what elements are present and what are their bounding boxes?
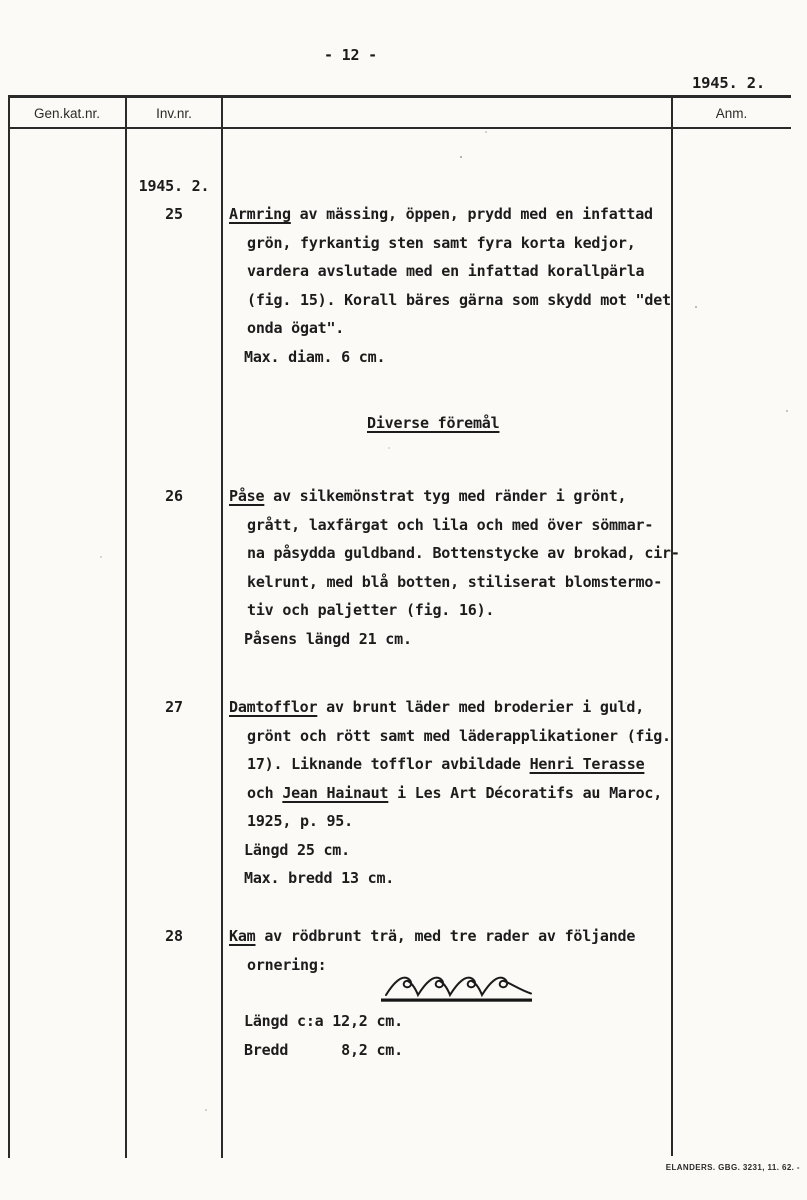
table-border-left bbox=[8, 95, 10, 1158]
printer-mark: ELANDERS. GBG. 3231, 11. 62. - bbox=[665, 1163, 800, 1172]
entry-26-line-1-rest: av silkemönstrat tyg med ränder i grönt, bbox=[264, 487, 627, 505]
entry-26-line-2: grått, laxfärgat och lila och med över sömmar- bbox=[247, 515, 654, 534]
entry-28-line-1 bbox=[229, 922, 704, 951]
entry-27 bbox=[229, 693, 704, 893]
entry-27-line-3 bbox=[229, 750, 704, 779]
entry-27-measurement-1: Längd 25 cm. bbox=[244, 840, 350, 859]
entry-28-measurements bbox=[229, 1007, 704, 1064]
column-divider-inv-main bbox=[221, 95, 223, 1158]
entry-26 bbox=[229, 482, 704, 653]
entry-27-line-4 bbox=[229, 779, 704, 808]
entry-25-line-2: grön, fyrkantig sten samt fyra korta kedjor, bbox=[247, 233, 636, 252]
entry-27-ref-henri-terasse: Henri Terasse bbox=[529, 755, 645, 773]
entry-25-measurement-1: Max. diam. 6 cm. bbox=[244, 347, 386, 366]
entry-25-line-3: vardera avslutade med en infattad korallpärla bbox=[247, 262, 645, 280]
column-header-gen-kat-nr: Gen.kat.nr. bbox=[33, 106, 101, 121]
group-year-label: 1945. 2. bbox=[138, 177, 210, 195]
year-label-top-right: 1945. 2. bbox=[692, 74, 766, 92]
scan-specks bbox=[0, 0, 2, 2]
entry-27-measurement-2: Max. bredd 13 cm. bbox=[244, 869, 395, 887]
entry-28-term: Kam bbox=[229, 927, 256, 945]
entry-25-line-1 bbox=[229, 200, 704, 229]
entry-25-line-5: onda ögat". bbox=[247, 319, 345, 337]
entry-25-line-4: (fig. 15). Korall bäres gärna som skydd mot "det bbox=[247, 290, 671, 309]
entry-27-line-1-rest: av brunt läder med broderier i guld, bbox=[317, 698, 645, 716]
entry-27-line-4-pre: och bbox=[247, 783, 283, 802]
entry-27-line-4-post: i Les Art Décoratifs au Maroc, bbox=[388, 783, 663, 802]
entry-27-ref-jean-hainaut: Jean Hainaut bbox=[282, 783, 389, 802]
inv-nr-26: 26 bbox=[165, 487, 183, 505]
entry-27-line-3-text: 17). Liknande tofflor avbildade bbox=[247, 755, 530, 773]
entry-25-term: Armring bbox=[229, 205, 291, 223]
entry-28-measurement-1: Längd c:a 12,2 cm. bbox=[244, 1012, 403, 1030]
inv-nr-25: 25 bbox=[165, 205, 183, 223]
entry-28-measurement-2: Bredd 8,2 cm. bbox=[244, 1040, 403, 1059]
entry-26-line-5: tiv och paljetter (fig. 16). bbox=[247, 601, 495, 619]
page-number: - 12 - bbox=[324, 46, 377, 64]
entry-27-line-5: 1925, p. 95. bbox=[247, 812, 353, 830]
wave-ornament bbox=[380, 970, 535, 1004]
entry-28-line-2: ornering: bbox=[247, 955, 327, 974]
inv-nr-27: 27 bbox=[165, 698, 183, 716]
entry-26-line-1 bbox=[229, 482, 704, 511]
entry-26-term: Påse bbox=[229, 487, 265, 505]
entry-27-line-1 bbox=[229, 693, 704, 722]
entry-26-line-4: kelrunt, med blå botten, stiliserat blomstermo- bbox=[247, 572, 663, 591]
entry-25-line-1-rest: av mässing, öppen, prydd med en infattad bbox=[290, 205, 653, 223]
entry-26-measurement-1: Påsens längd 21 cm. bbox=[244, 629, 412, 648]
entry-25 bbox=[229, 200, 704, 371]
column-header-inv-nr: Inv.nr. bbox=[156, 106, 192, 121]
entry-27-line-2: grönt och rött samt med läderapplikationer (fig. bbox=[247, 726, 671, 745]
section-heading: Diverse föremål bbox=[367, 414, 500, 432]
inv-nr-28: 28 bbox=[165, 927, 183, 945]
entry-26-line-3: na påsydda guldband. Bottenstycke av brokad, cir- bbox=[247, 544, 680, 562]
entry-27-term: Damtofflor bbox=[229, 698, 318, 716]
column-header-anm: Anm. bbox=[715, 106, 748, 121]
entry-28-line-1-rest: av rödbrunt trä, med tre rader av följande bbox=[255, 927, 636, 945]
column-divider-genkat-inv bbox=[125, 95, 127, 1158]
